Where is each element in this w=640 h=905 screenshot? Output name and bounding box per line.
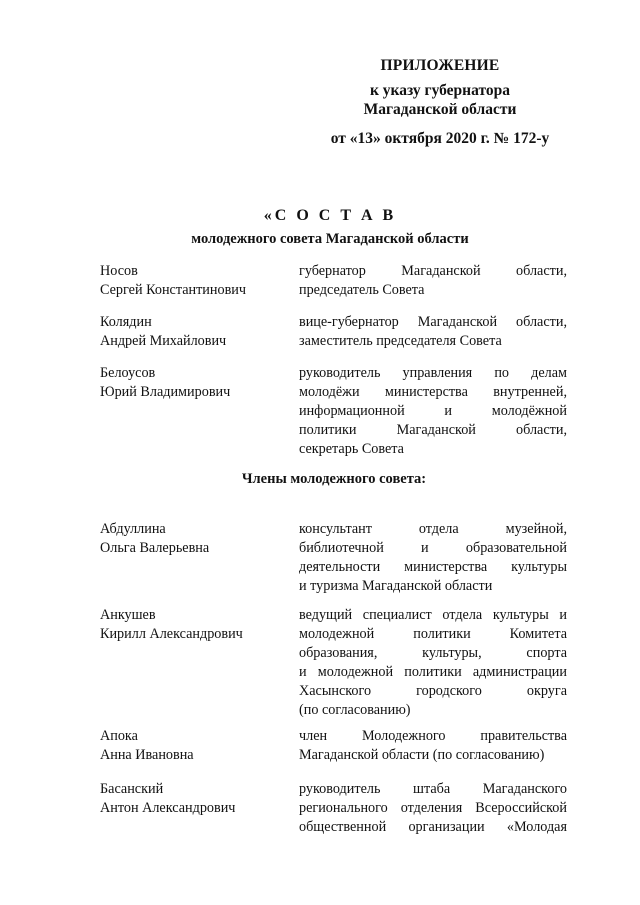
- role-line: председатель Совета: [299, 282, 425, 298]
- person-surname: Абдуллина: [100, 521, 166, 537]
- role-line: заместитель председателя Совета: [299, 333, 502, 349]
- person-name: [100, 313, 290, 351]
- person-given-names: Сергей Константинович: [100, 282, 247, 298]
- role-line: деятельности министерства культуры: [299, 559, 567, 575]
- person-role: [299, 727, 567, 765]
- person-role: [299, 780, 567, 837]
- role-line: Магаданской области (по согласованию): [299, 747, 545, 763]
- person-name: [100, 520, 290, 558]
- role-line: молодёжи министерства внутренней,: [299, 384, 567, 400]
- role-line: и туризма Магаданской области: [299, 578, 493, 594]
- person-role: [299, 313, 567, 351]
- role-line: (по согласованию): [299, 702, 411, 718]
- person-surname: Носов: [100, 263, 138, 279]
- document-title-sub: молодежного совета Магаданской области: [191, 231, 469, 247]
- person-surname: Басанский: [100, 781, 164, 797]
- role-line: вице-губернатор Магаданской области,: [299, 314, 567, 330]
- role-line: Хасынского городского округа: [299, 683, 567, 699]
- person-given-names: Ольга Валерьевна: [100, 540, 210, 556]
- role-line: ведущий специалист отдела культуры и: [299, 607, 567, 623]
- person-role: [299, 606, 567, 720]
- role-line: и молодежной политики администрации: [299, 664, 567, 680]
- role-line: руководитель управления по делам: [299, 365, 567, 381]
- members-heading: Члены молодежного совета:: [241, 471, 427, 487]
- person-name: [100, 364, 290, 402]
- person-name: [100, 606, 290, 644]
- appendix-title: ПРИЛОЖЕНИЕ: [380, 57, 500, 74]
- person-role: [299, 262, 567, 300]
- role-line: руководитель штаба Магаданского: [299, 781, 567, 797]
- role-line: общественной организации «Молодая: [299, 819, 567, 835]
- person-surname: Белоусов: [100, 365, 156, 381]
- role-line: консультант отдела музейной,: [299, 521, 567, 537]
- person-surname: Апока: [100, 728, 138, 744]
- person-given-names: Андрей Михайлович: [100, 333, 227, 349]
- person-given-names: Анна Ивановна: [100, 747, 194, 763]
- person-surname: Колядин: [100, 314, 152, 330]
- role-line: член Молодежного правительства: [299, 728, 567, 744]
- person-given-names: Кирилл Александрович: [100, 626, 243, 642]
- appendix-region-line: Магаданской области: [363, 101, 517, 118]
- person-name: [100, 727, 290, 765]
- person-name: [100, 780, 290, 818]
- person-name: [100, 262, 290, 300]
- role-line: политики Магаданской области,: [299, 422, 567, 438]
- person-role: [299, 520, 567, 596]
- appendix-header: [300, 55, 580, 148]
- role-line: регионального отделения Всероссийской: [299, 800, 567, 816]
- appendix-decree-line: к указу губернатора: [370, 82, 510, 99]
- appendix-date-line: от «13» октября 2020 г. № 172-у: [330, 130, 550, 147]
- role-line: образования, культуры, спорта: [299, 645, 567, 661]
- person-role: [299, 364, 567, 459]
- role-line: губернатор Магаданской области,: [299, 263, 567, 279]
- role-line: библиотечной и образовательной: [299, 540, 567, 556]
- document-title-main: «С О С Т А В: [263, 207, 397, 224]
- person-given-names: Юрий Владимирович: [100, 384, 231, 400]
- person-given-names: Антон Александрович: [100, 800, 236, 816]
- role-line: информационной и молодёжной: [299, 403, 567, 419]
- role-line: молодежной политики Комитета: [299, 626, 567, 642]
- role-line: секретарь Совета: [299, 441, 404, 457]
- person-surname: Анкушев: [100, 607, 156, 623]
- document-title: [100, 205, 560, 249]
